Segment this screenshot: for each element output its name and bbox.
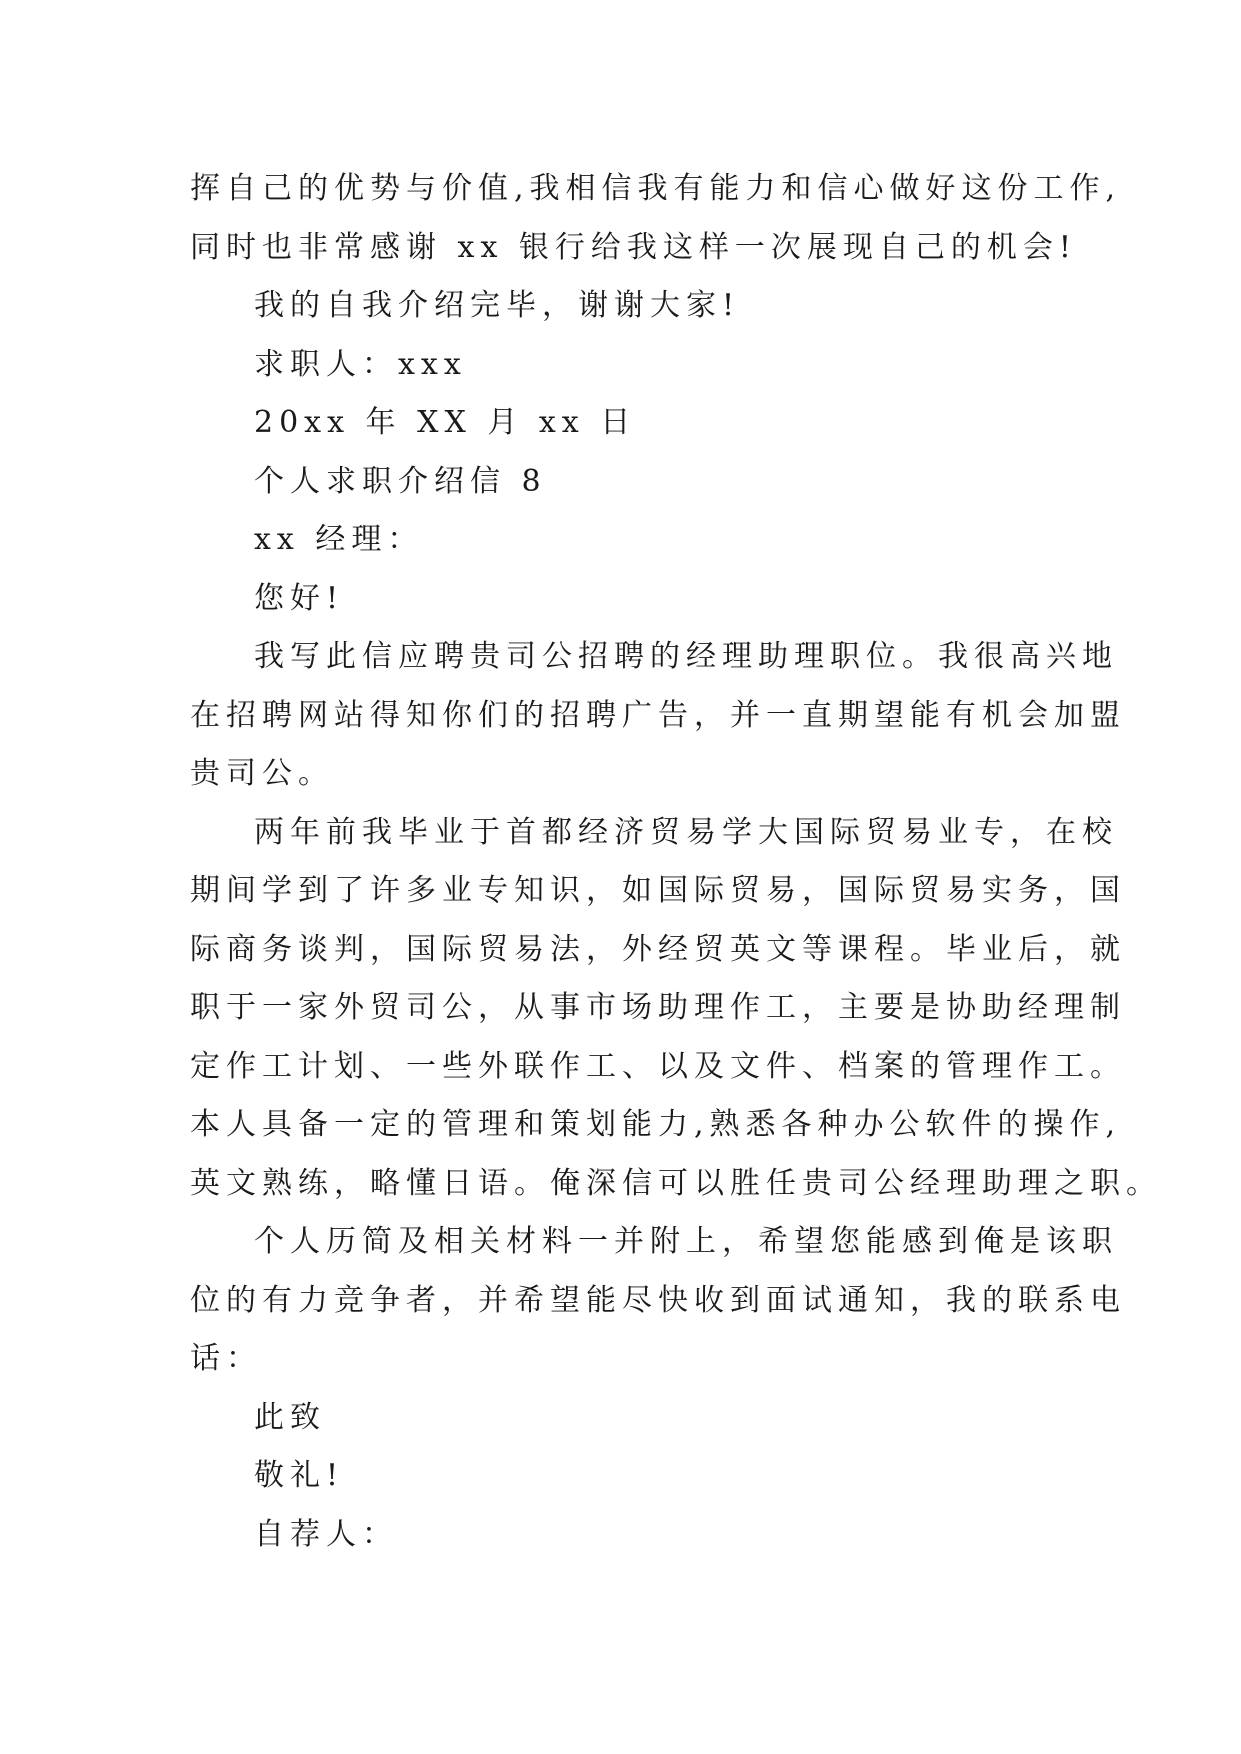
text-line: 际商务谈判，国际贸易法，外经贸英文等课程。毕业后，就 [190,931,1126,967]
text-line: 两年前我毕业于首都经济贸易学大国际贸易业专，在校 [254,814,1118,850]
text-line: 我写此信应聘贵司公招聘的经理助理职位。我很高兴地 [254,639,1118,674]
text-line: 挥自己的优势与价值,我相信我有能力和信心做好这份工作, [190,171,1122,206]
text-line: 位的有力竞争者，并希望能尽快收到面试通知，我的联系电 [190,1282,1126,1318]
salutation: xx 经理： [254,522,424,557]
text-line: 职于一家外贸司公，从事市场助理作工，主要是协助经理制 [190,990,1126,1025]
text-line: 我的自我介绍完毕，谢谢大家! [254,288,741,323]
document-page [190,160,1162,1564]
section-title: 个人求职介绍信 8 [254,463,547,499]
text-line: 贵司公。 [190,756,334,791]
date-line: 20xx 年 XX 月 xx 日 [254,405,637,440]
text-line: 定作工计划、一些外联作工、以及文件、档案的管理作工。 [190,1048,1126,1084]
text-line: 话： [190,1341,262,1376]
text-line: 个人历简及相关材料一并附上，希望您能感到俺是该职 [254,1224,1118,1259]
text-line: 英文熟练，略懂日语。俺深信可以胜任贵司公经理助理之职。 [190,1165,1162,1201]
closing-line: 此致 [254,1399,326,1435]
closing-line: 敬礼! [254,1458,345,1493]
text-line: 在招聘网站得知你们的招聘广告，并一直期望能有机会加盟 [190,697,1126,733]
text-line: 本人具备一定的管理和策划能力,熟悉各种办公软件的操作, [190,1107,1122,1142]
text-line: 同时也非常感谢 xx 银行给我这样一次展现自己的机会! [190,229,1077,265]
signature-line: 自荐人： [254,1516,398,1552]
greeting: 您好! [254,580,345,616]
applicant-line: 求职人：xxx [254,346,467,382]
text-line: 期间学到了许多业专知识，如国际贸易，国际贸易实务，国 [190,873,1126,908]
